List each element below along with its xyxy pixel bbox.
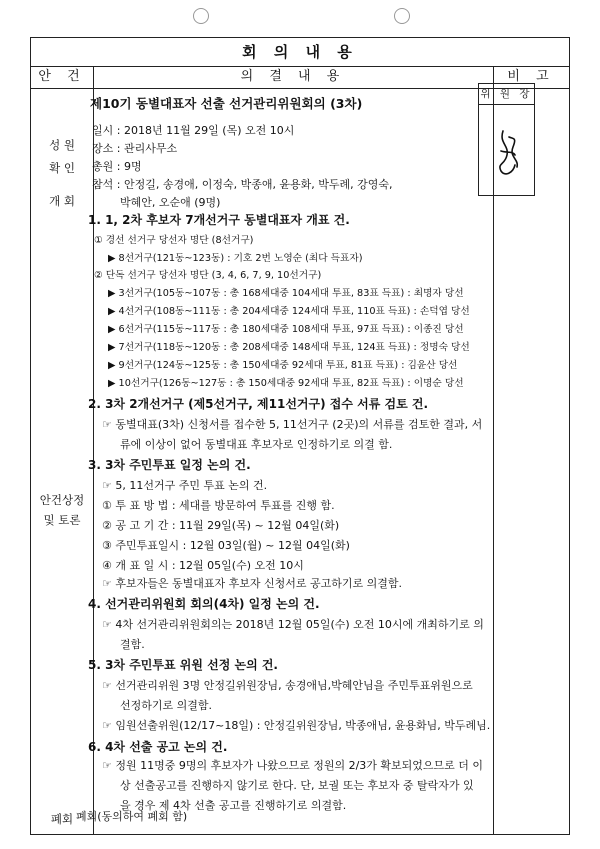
closing-text: 폐회(동의하여 폐회 함) [76, 810, 188, 823]
label-closing: 폐회 [50, 812, 74, 826]
chairman-signature [478, 103, 535, 196]
item-3-title: 3. 3차 주민투표 일정 논의 건. [88, 458, 251, 472]
item-3-text: ④ 개 표 일 시 : 12월 05일(수) 오전 10시 [102, 559, 304, 572]
result-row: ▶ 9선거구(124동~125동 : 총 150세대중 92세대 투표, 81표 득표) : 김윤산 당선 [108, 360, 458, 371]
meeting-total: 총원 : 9명 [92, 160, 142, 173]
item-1-uncontested: ② 단독 선거구 당선자 명단 (3, 4, 6, 7, 9, 10선거구) [94, 270, 322, 281]
item-6-title: 6. 4차 선출 공고 논의 건. [88, 740, 228, 754]
item-2-text: 류에 이상이 없어 동별대표 후보자로 인정하기로 의결 함. [120, 438, 393, 451]
item-1-contested: ① 경선 선거구 당선자 명단 (8선거구) [94, 235, 254, 246]
item-3-text: ③ 주민투표일시 : 12월 03일(월) ~ 12월 04일(화) [102, 539, 350, 552]
label-discussion: 안건상정 및 토론 [39, 493, 85, 527]
meeting-title: 제10기 동별대표자 선출 선거관리위원회의 (3차) [90, 96, 363, 111]
binder-ring-left [193, 8, 209, 24]
result-row: ▶ 10선거구(126동~127동 : 총 150세대중 92세대 투표, 82표 득표) : 이명순 당선 [108, 378, 464, 389]
item-1-title: 1. 1, 2차 후보자 7개선거구 동별대표자 개표 건. [88, 213, 350, 227]
label-quorum: 성 원 확 인 [49, 138, 75, 175]
item-5-title: 5. 3차 주민투표 위원 선정 논의 건. [88, 658, 278, 672]
page-title: 회 의 내 용 [31, 38, 569, 67]
item-4-text: 결함. [120, 638, 145, 651]
item-6-text: 상 선출공고를 진행하지 않기로 한다. 단, 보궐 또는 후보자 중 탈락자가 있 [120, 779, 474, 792]
result-row: ▶ 3선거구(105동~107동 : 총 168세대중 104세대 투표, 83표 득표) : 최명자 당선 [108, 288, 464, 299]
header-note: 비 고 [493, 66, 569, 89]
result-row: ▶ 6선거구(115동~117동 : 총 180세대중 108세대 투표, 97표 득표) : 이종진 당선 [108, 324, 464, 335]
item-3-text: ① 투 표 방 법 : 세대를 방문하여 투표를 진행 함. [102, 499, 335, 512]
header-agenda: 안 건 [31, 66, 93, 89]
item-3-text: ☞ 5, 11선거구 주민 투표 논의 건. [102, 479, 268, 492]
item-6-text: ☞ 정원 11명중 9명의 후보자가 나왔으므로 정원의 2/3가 확보되었으므로 더 이 [102, 759, 484, 772]
header-content: 의 결 내 용 [93, 66, 493, 89]
item-5-text: ☞ 임원선출위원(12/17~18일) : 안정길위원장님, 박종애님, 윤용화님, 박두례님. [102, 719, 491, 732]
label-opening: 개 회 [49, 194, 75, 208]
result-row: ▶ 4선거구(108동~111동 : 총 204세대중 124세대 투표, 110표 득표) : 손덕엽 당선 [108, 306, 470, 317]
result-row: ▶ 8선거구(121동~123동) : 기호 2번 노영순 (최다 득표자) [108, 253, 363, 264]
item-6-text: 을 경우 제 4차 선출 공고를 진행하기로 의결함. [120, 799, 347, 812]
chairman-stamp-label: 위 원 장 [478, 83, 535, 105]
meeting-attendees-cont: 박혜안, 오순애 (9명) [120, 196, 221, 209]
result-row: ▶ 7선거구(118동~120동 : 총 208세대중 148세대 투표, 124표 득표) : 정명숙 당선 [108, 342, 470, 353]
meeting-date: 일시 : 2018년 11월 29일 (목) 오전 10시 [92, 124, 295, 137]
item-3-text: ☞ 후보자들은 동별대표자 후보자 신청서로 공고하기로 의결함. [102, 577, 402, 590]
meeting-place: 장소 : 관리사무소 [92, 142, 178, 155]
item-5-text: 선정하기로 의결함. [120, 699, 213, 712]
item-4-title: 4. 선거관리위원회 회의(4차) 일정 논의 건. [88, 597, 320, 611]
item-3-text: ② 공 고 기 간 : 11월 29일(목) ~ 12월 04일(화) [102, 519, 340, 532]
binder-ring-right [394, 8, 410, 24]
item-2-text: ☞ 동별대표(3차) 신청서를 접수한 5, 11선거구 (2곳)의 서류를 검토한 결과, 서 [102, 418, 483, 431]
item-4-text: ☞ 4차 선거관리위원회의는 2018년 12월 05일(수) 오전 10시에 개최하기로 의 [102, 618, 484, 631]
meeting-attendees: 참석 : 안정길, 송경애, 이정숙, 박종애, 윤용화, 박두례, 강영숙, [92, 178, 393, 191]
item-5-text: ☞ 선거관리위원 3명 안정길위원장님, 송경애님,박혜안님을 주민투표위원으로 [102, 679, 473, 692]
item-2-title: 2. 3차 2개선거구 (제5선거구, 제11선거구) 접수 서류 검토 건. [88, 397, 429, 411]
